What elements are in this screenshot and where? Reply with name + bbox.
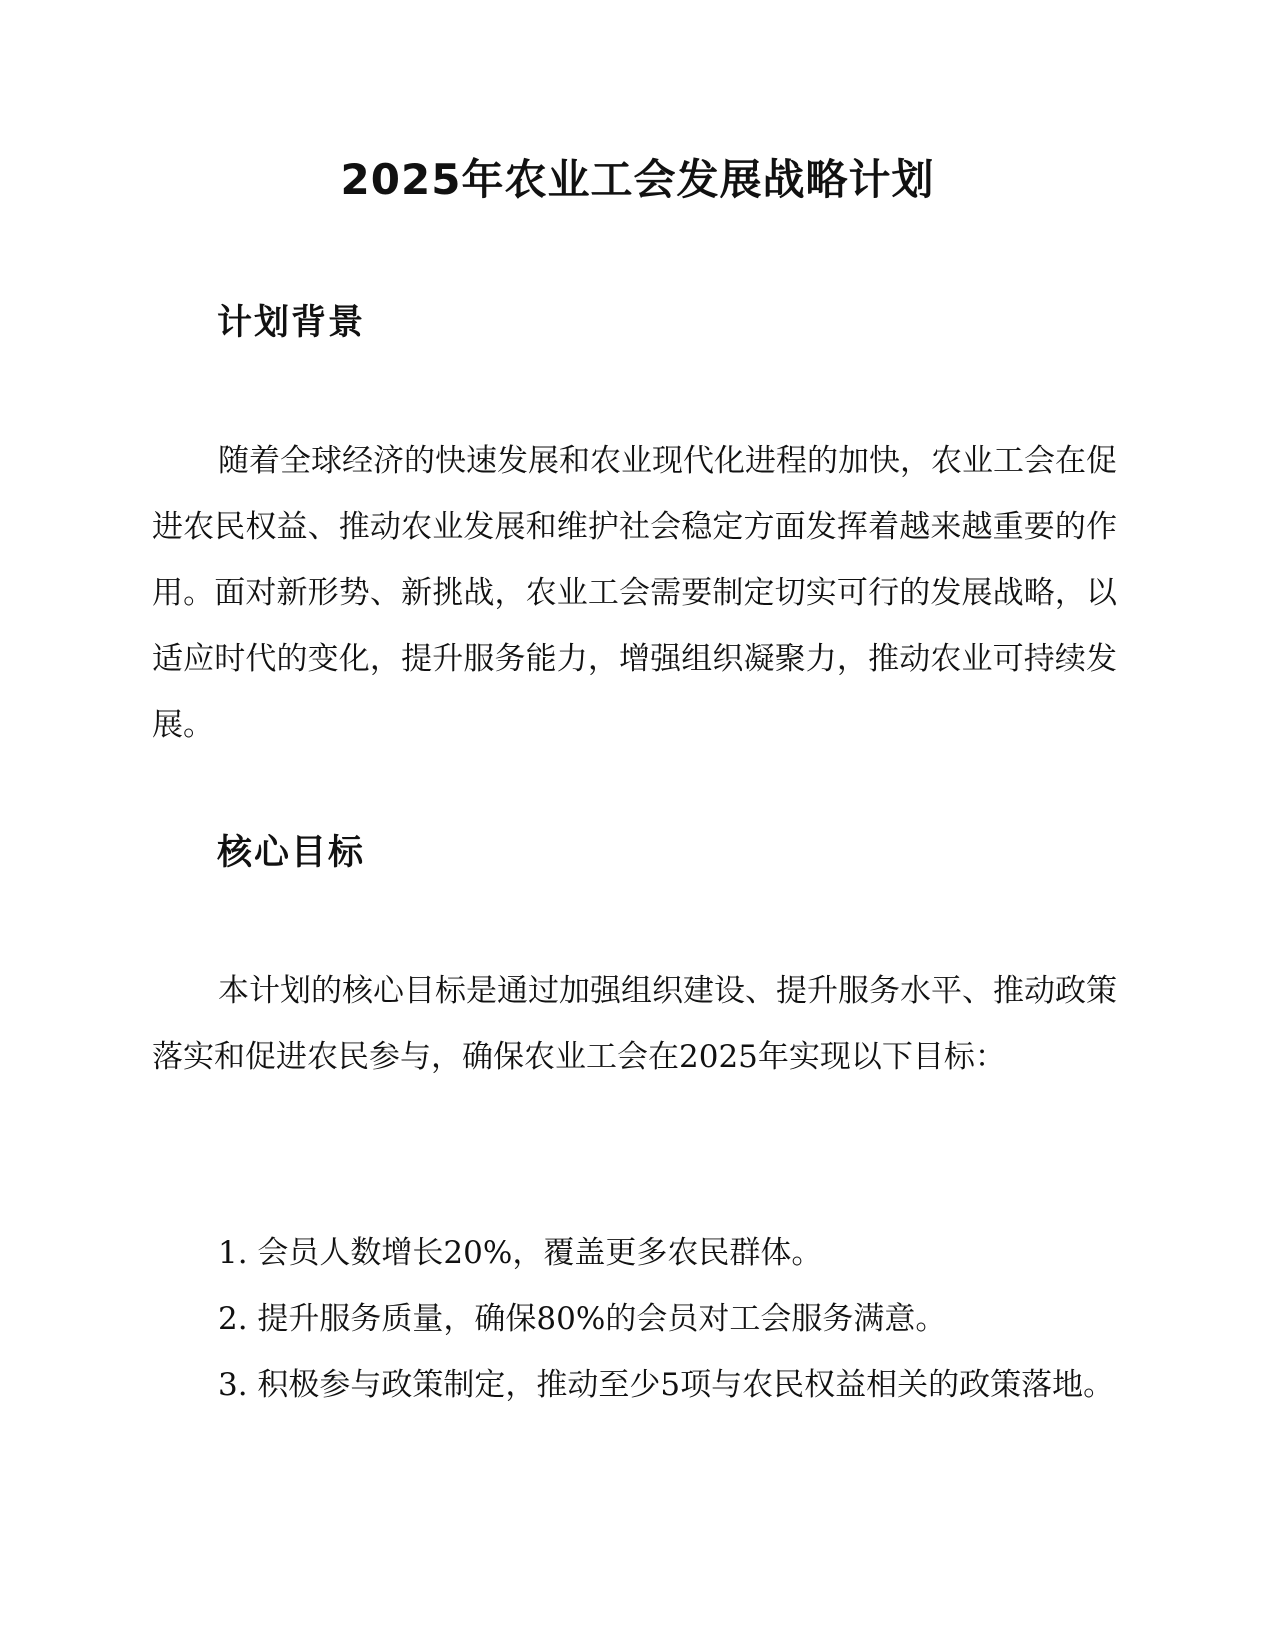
core-goals-paragraph: 本计划的核心目标是通过加强组织建设、提升服务水平、推动政策落实和促进农民参与，确保农业工会在2025年实现以下目标： [152, 973, 1117, 1075]
document-title: 2025年农业工会发展战略计划 [340, 155, 935, 204]
background-paragraph: 随着全球经济的快速发展和农业现代化进程的加快，农业工会在促进农民权益、推动农业发展和维护社会稳定方面发挥着越来越重要的作用。面对新形势、新挑战，农业工会需要制定切实可行的发展战略，以适应时代的变化，提升服务能力，增强组织凝聚力，推动农业可持续发展。 [152, 443, 1117, 743]
goal-item: 1. 会员人数增长20%，覆盖更多农民群体。 [218, 1235, 823, 1271]
goal-list [152, 1220, 1117, 1418]
goal-item: 2. 提升服务质量，确保80%的会员对工会服务满意。 [218, 1301, 947, 1337]
goal-item: 3. 积极参与政策制定，推动至少5项与农民权益相关的政策落地。 [218, 1367, 1115, 1403]
section-heading-core-goals: 核心目标 [217, 833, 366, 873]
section-heading-background: 计划背景 [217, 303, 366, 343]
